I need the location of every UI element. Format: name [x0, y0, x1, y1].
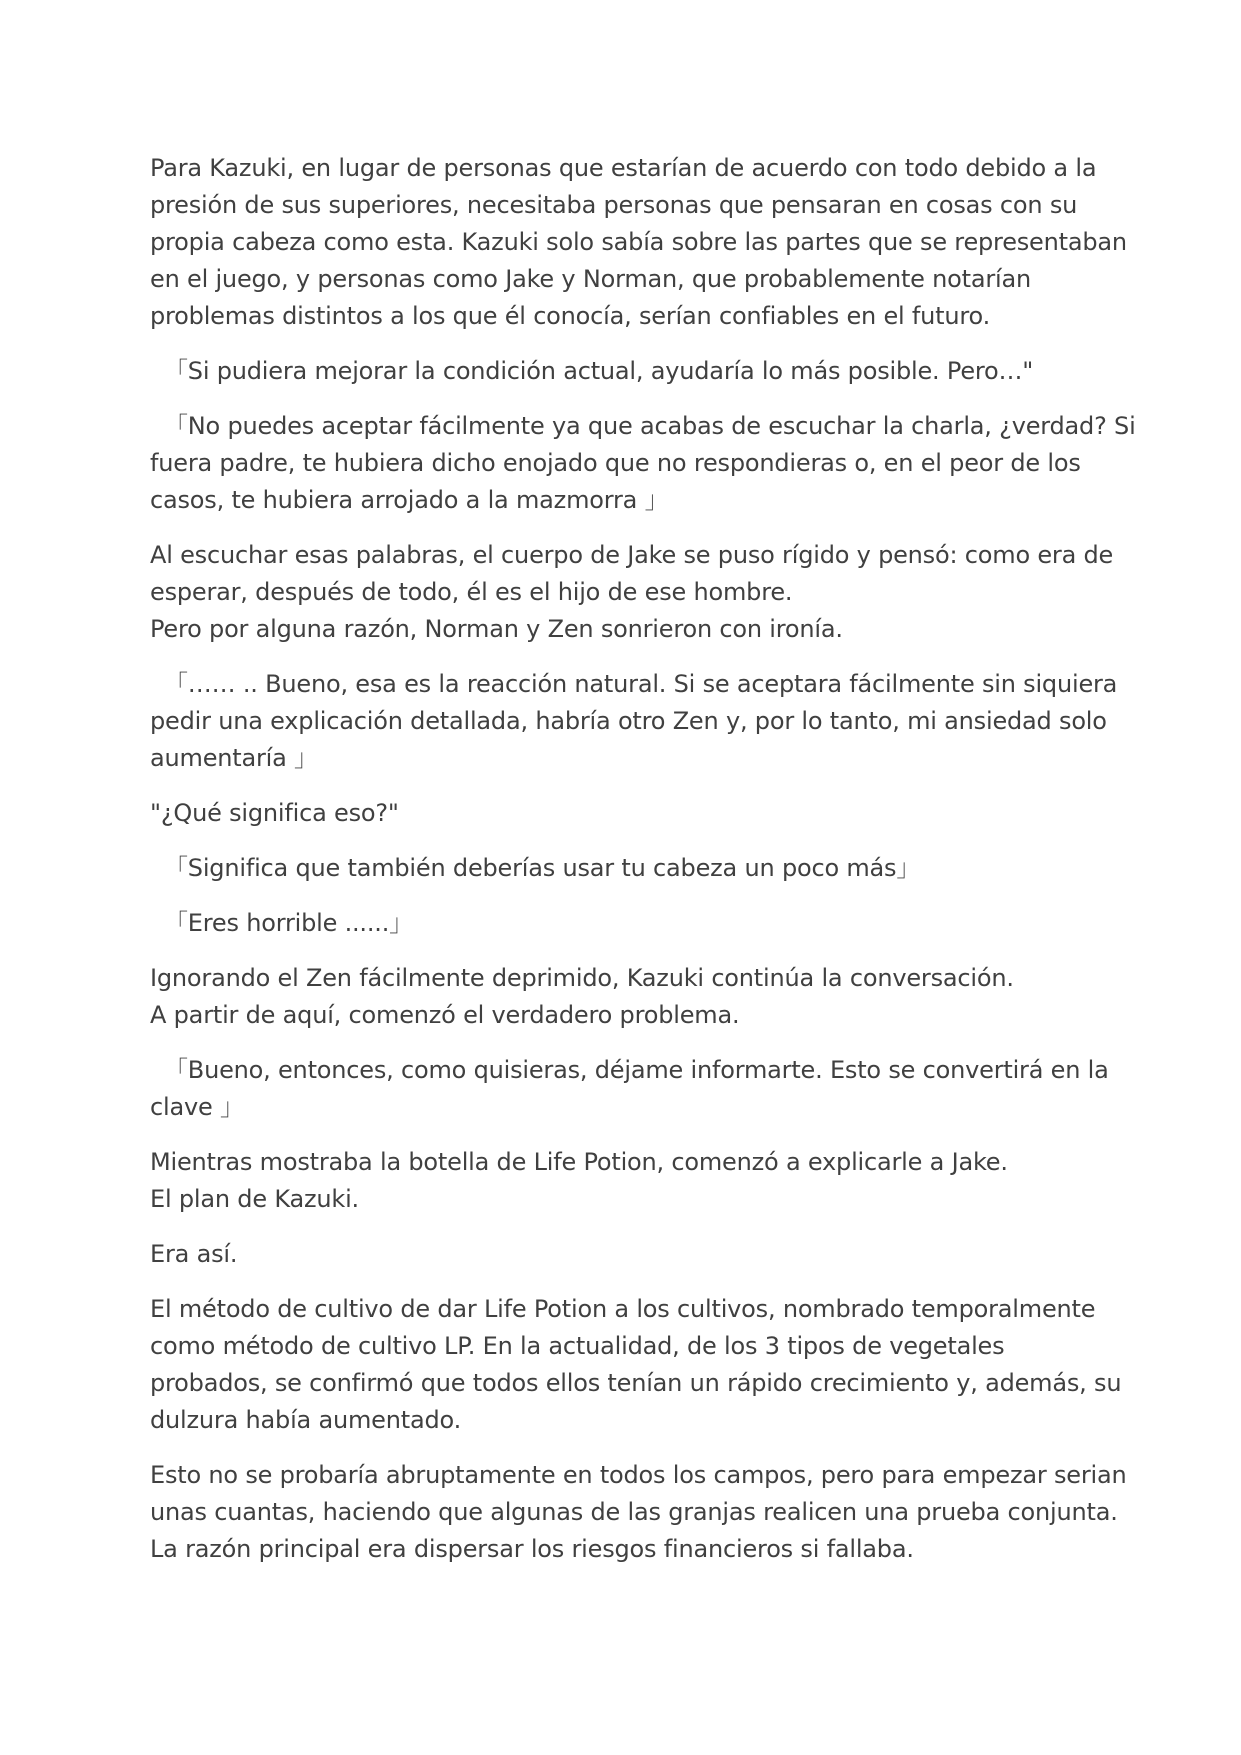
text-line: Esto no se probaría abruptamente en todos los campos, pero para empezar serian — [150, 1461, 1127, 1489]
text-line: esperar, después de todo, él es el hijo de ese hombre. — [150, 578, 793, 606]
text-line: casos, te hubiera arrojado a la mazmorra 」 — [150, 486, 669, 514]
text-line: El método de cultivo de dar Life Potion a los cultivos, nombrado temporalmente — [150, 1295, 1096, 1323]
text-line: en el juego, y personas como Jake y Norman, que probablemente notarían — [150, 265, 1032, 293]
dialogue-paragraph — [150, 1052, 1109, 1126]
text-line: 「Bueno, entonces, como quisieras, déjame informarte. Esto se convertirá en la — [164, 1056, 1109, 1084]
dialogue-paragraph — [150, 905, 1100, 942]
narration-paragraph — [150, 960, 1100, 1034]
text-line: Mientras mostraba la botella de Life Potion, comenzó a explicarle a Jake. — [150, 1148, 1008, 1176]
text-line: como método de cultivo LP. En la actualidad, de los 3 tipos de vegetales — [150, 1332, 1005, 1360]
text-line: 「Si pudiera mejorar la condición actual, ayudaría lo más posible. Pero…" — [164, 357, 1034, 385]
text-line: "¿Qué significa eso?" — [150, 799, 399, 827]
narration-paragraph — [150, 1144, 1100, 1218]
text-line: 「Significa que también deberías usar tu cabeza un poco más」 — [164, 854, 921, 882]
text-line: A partir de aquí, comenzó el verdadero problema. — [150, 1001, 740, 1029]
text-line: 「Eres horrible ......」 — [164, 909, 413, 937]
text-line: Al escuchar esas palabras, el cuerpo de Jake se puso rígido y pensó: como era de — [150, 541, 1114, 569]
dialogue-paragraph — [150, 850, 1100, 887]
dialogue-paragraph — [150, 353, 1100, 390]
text-line: Pero por alguna razón, Norman y Zen sonrieron con ironía. — [150, 615, 843, 643]
text-line: 「No puedes aceptar fácilmente ya que acabas de escuchar la charla, ¿verdad? Si — [164, 412, 1136, 440]
narration-paragraph — [150, 1291, 1122, 1439]
text-line: Para Kazuki, en lugar de personas que estarían de acuerdo con todo debido a la — [150, 154, 1097, 182]
dialogue-paragraph — [150, 666, 1118, 777]
text-line: fuera padre, te hubiera dicho enojado que no respondieras o, en el peor de los — [150, 449, 1081, 477]
narration-paragraph — [150, 1236, 1100, 1273]
text-line: El plan de Kazuki. — [150, 1185, 359, 1213]
text-line: 「…… .. Bueno, esa es la reacción natural. Si se aceptara fácilmente sin siquiera — [164, 670, 1118, 698]
text-line: Era así. — [150, 1240, 238, 1268]
text-line: problemas distintos a los que él conocía, serían confiables en el futuro. — [150, 302, 991, 330]
text-line: presión de sus superiores, necesitaba personas que pensaran en cosas con su — [150, 191, 1078, 219]
text-line: clave 」 — [150, 1093, 244, 1121]
text-line: pedir una explicación detallada, habría otro Zen y, por lo tanto, mi ansiedad solo — [150, 707, 1107, 735]
text-line: aumentaría 」 — [150, 744, 318, 772]
text-line: dulzura había aumentado. — [150, 1406, 461, 1434]
text-line: propia cabeza como esta. Kazuki solo sabía sobre las partes que se representaban — [150, 228, 1127, 256]
narration-paragraph — [150, 795, 1100, 832]
text-line: Ignorando el Zen fácilmente deprimido, Kazuki continúa la conversación. — [150, 964, 1014, 992]
narration-paragraph — [150, 1457, 1127, 1568]
dialogue-paragraph — [150, 408, 1136, 519]
narration-paragraph — [150, 150, 1127, 335]
text-line: La razón principal era dispersar los riesgos financieros si fallaba. — [150, 1535, 914, 1563]
text-line: probados, se confirmó que todos ellos tenían un rápido crecimiento y, además, su — [150, 1369, 1122, 1397]
text-line: unas cuantas, haciendo que algunas de las granjas realicen una prueba conjunta. — [150, 1498, 1118, 1526]
document-page — [150, 150, 1136, 1586]
narration-paragraph — [150, 537, 1114, 648]
